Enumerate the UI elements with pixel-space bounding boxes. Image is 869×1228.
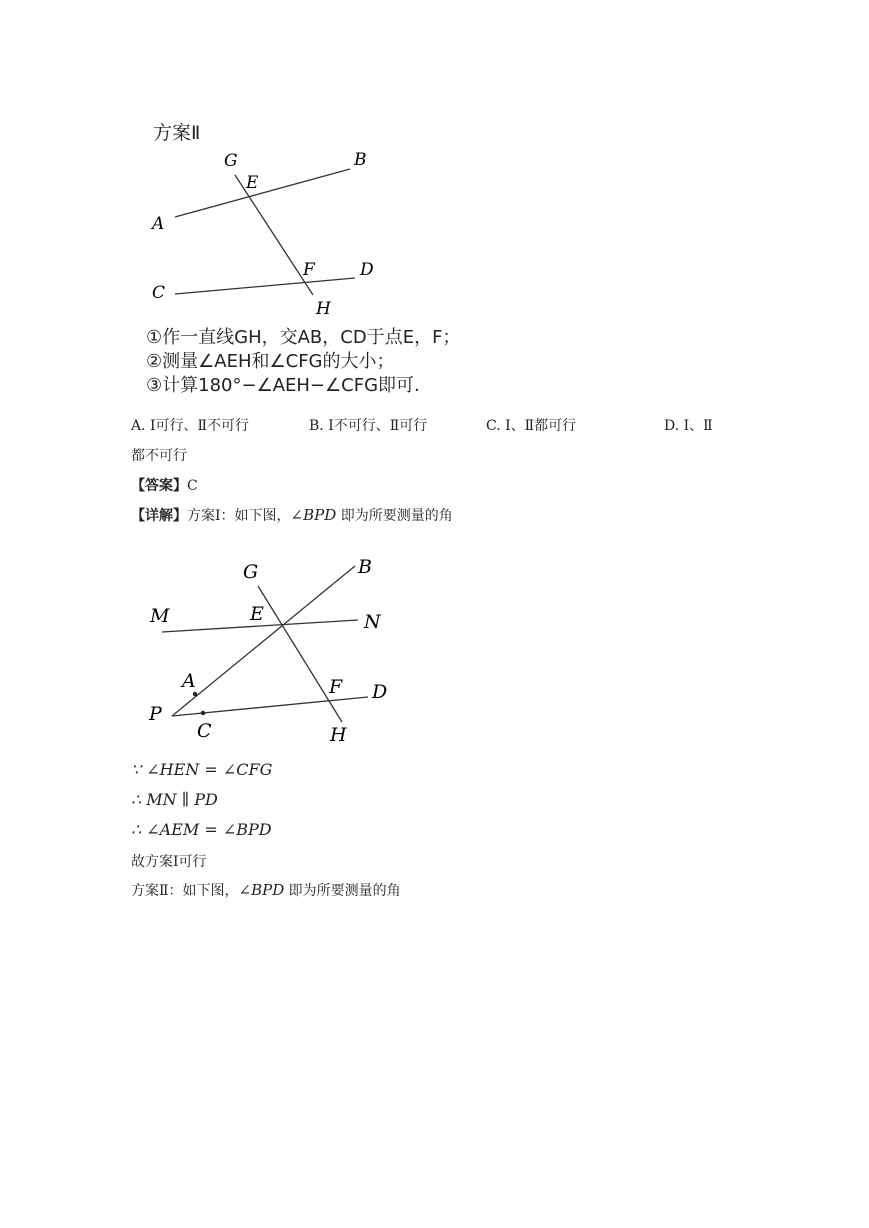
label-c: C [152, 283, 166, 303]
label-d: D [360, 260, 374, 280]
label-f: F [329, 676, 343, 698]
figure1-diagram [140, 145, 400, 320]
detail-text-after: 即为所要测量的角 [336, 508, 453, 524]
label-n: N [364, 611, 381, 633]
label-a: A [152, 214, 165, 234]
label-d: D [372, 681, 388, 703]
label-c: C [197, 720, 212, 742]
label-m: M [150, 605, 170, 627]
option-a: A. Ⅰ可行、Ⅱ不可行 [131, 418, 250, 434]
option-b: B. Ⅰ不可行、Ⅱ可行 [309, 418, 428, 434]
point-a [193, 692, 197, 696]
label-h: H [330, 724, 347, 746]
option-d-continued: 都不可行 [131, 448, 187, 464]
detail-bracket: 【详解】 [131, 508, 187, 524]
plan2-angle: ∠BPD [238, 881, 285, 899]
label-b: B [358, 556, 372, 578]
plan2-text-after: 即为所要测量的角 [284, 883, 401, 899]
label-e: E [250, 603, 264, 625]
line-pb [172, 566, 355, 716]
label-h: H [316, 299, 331, 319]
plan2-line [131, 880, 401, 900]
figure1-title: 方案Ⅱ [153, 122, 201, 144]
step-3: ③计算180°−∠AEH−∠CFG即可. [146, 375, 420, 396]
line-gh [258, 586, 342, 722]
detail-text-before: 方案Ⅰ：如下图， [187, 508, 291, 524]
detail-angle: ∠BPD [290, 506, 337, 524]
option-c: C. Ⅰ、Ⅱ都可行 [486, 418, 577, 434]
proof-line-3: ∴ ∠AEM = ∠BPD [131, 820, 272, 839]
label-f: F [303, 260, 315, 280]
proof-line-2: ∴ MN ∥ PD [131, 790, 218, 809]
detail-line [131, 505, 453, 525]
conclusion: 故方案Ⅰ可行 [131, 854, 207, 870]
proof-line-1: ∵ ∠HEN = ∠CFG [131, 760, 273, 779]
line-ab [175, 169, 350, 217]
step-2: ②测量∠AEH和∠CFG的大小； [146, 351, 395, 372]
line-cd [175, 278, 355, 294]
plan2-text-before: 方案Ⅱ：如下图， [131, 883, 239, 899]
option-d: D. Ⅰ、Ⅱ [664, 418, 713, 434]
figure2-diagram [140, 550, 410, 750]
label-p: P [149, 703, 162, 725]
step-1: ①作一直线GH，交AB，CD于点E，F； [146, 327, 461, 348]
answer-bracket: 【答案】 [131, 478, 187, 494]
answer-line [131, 475, 198, 495]
line-gh [235, 175, 313, 295]
label-e: E [246, 173, 259, 193]
answer-value: C [187, 478, 198, 494]
label-a: A [182, 670, 196, 692]
point-c [201, 711, 205, 715]
label-g: G [243, 561, 259, 583]
label-g: G [224, 151, 238, 171]
label-b: B [354, 150, 367, 170]
